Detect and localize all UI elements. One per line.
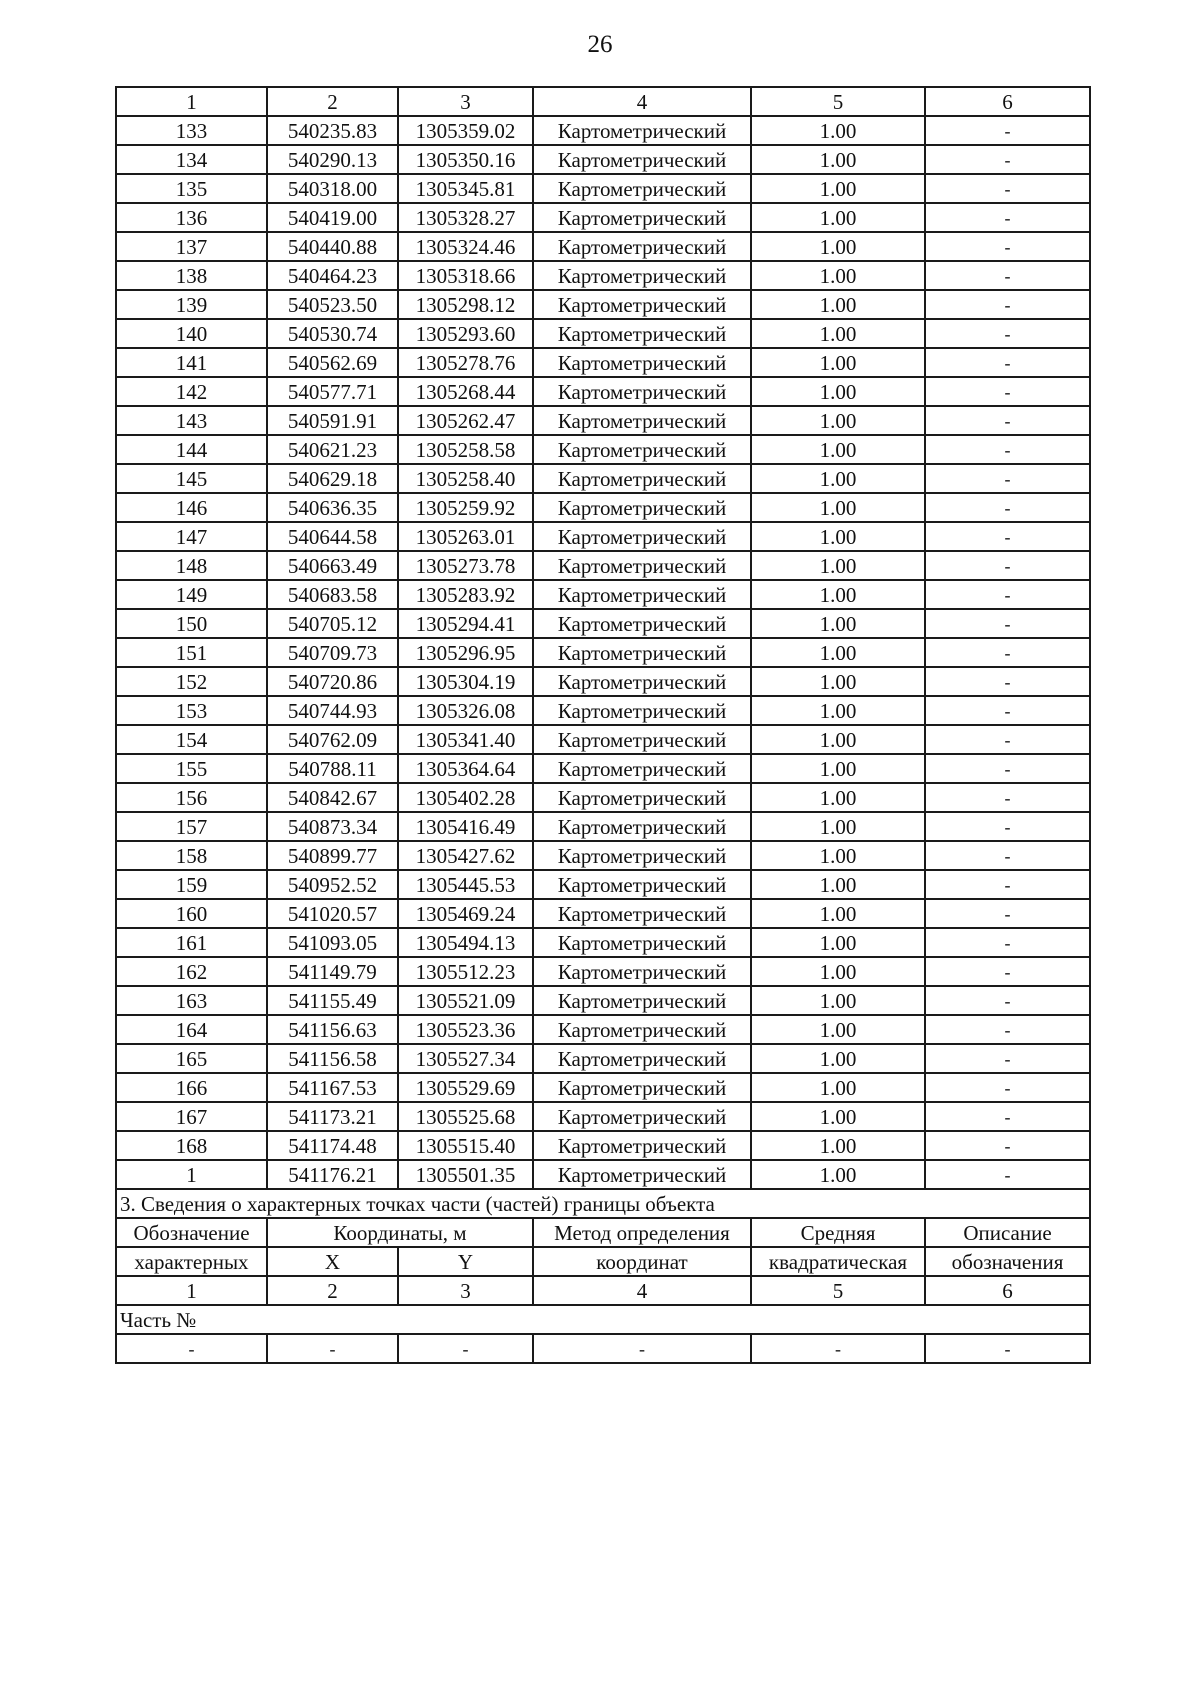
method-cell: Картометрический xyxy=(533,957,751,986)
y-coordinate-cell: 1305318.66 xyxy=(398,261,533,290)
column-number: 1 xyxy=(116,1276,267,1305)
x-coordinate-cell: 540952.52 xyxy=(267,870,398,899)
y-coordinate-cell: 1305529.69 xyxy=(398,1073,533,1102)
empty-cell: - xyxy=(533,1334,751,1363)
method-cell: Картометрический xyxy=(533,116,751,145)
method-cell: Картометрический xyxy=(533,232,751,261)
y-coordinate-cell: 1305294.41 xyxy=(398,609,533,638)
x-coordinate-cell: 540663.49 xyxy=(267,551,398,580)
y-coordinate-cell: 1305525.68 xyxy=(398,1102,533,1131)
description-cell: - xyxy=(925,870,1090,899)
header-method-line2: координат xyxy=(533,1247,751,1276)
x-coordinate-cell: 540235.83 xyxy=(267,116,398,145)
description-cell: - xyxy=(925,261,1090,290)
description-cell: - xyxy=(925,783,1090,812)
description-cell: - xyxy=(925,1044,1090,1073)
accuracy-cell: 1.00 xyxy=(751,1131,925,1160)
y-coordinate-cell: 1305427.62 xyxy=(398,841,533,870)
description-cell: - xyxy=(925,899,1090,928)
x-coordinate-cell: 540873.34 xyxy=(267,812,398,841)
x-coordinate-cell: 540562.69 xyxy=(267,348,398,377)
accuracy-cell: 1.00 xyxy=(751,957,925,986)
point-number-cell: 162 xyxy=(116,957,267,986)
x-coordinate-cell: 541174.48 xyxy=(267,1131,398,1160)
accuracy-cell: 1.00 xyxy=(751,1044,925,1073)
y-coordinate-cell: 1305364.64 xyxy=(398,754,533,783)
y-coordinate-cell: 1305402.28 xyxy=(398,783,533,812)
table-row xyxy=(116,667,1090,696)
table-row xyxy=(116,1160,1090,1189)
x-coordinate-cell: 540788.11 xyxy=(267,754,398,783)
method-cell: Картометрический xyxy=(533,986,751,1015)
x-coordinate-cell: 540744.93 xyxy=(267,696,398,725)
accuracy-cell: 1.00 xyxy=(751,348,925,377)
point-number-cell: 133 xyxy=(116,116,267,145)
section3-title-row xyxy=(116,1189,1090,1218)
method-cell: Картометрический xyxy=(533,551,751,580)
method-cell: Картометрический xyxy=(533,319,751,348)
method-cell: Картометрический xyxy=(533,1073,751,1102)
method-cell: Картометрический xyxy=(533,377,751,406)
description-cell: - xyxy=(925,348,1090,377)
y-coordinate-cell: 1305324.46 xyxy=(398,232,533,261)
y-coordinate-cell: 1305515.40 xyxy=(398,1131,533,1160)
description-cell: - xyxy=(925,1131,1090,1160)
y-coordinate-cell: 1305263.01 xyxy=(398,522,533,551)
x-coordinate-cell: 540842.67 xyxy=(267,783,398,812)
method-cell: Картометрический xyxy=(533,783,751,812)
accuracy-cell: 1.00 xyxy=(751,638,925,667)
method-cell: Картометрический xyxy=(533,928,751,957)
method-cell: Картометрический xyxy=(533,580,751,609)
table-row xyxy=(116,957,1090,986)
accuracy-cell: 1.00 xyxy=(751,290,925,319)
accuracy-cell: 1.00 xyxy=(751,580,925,609)
column-number: 5 xyxy=(751,87,925,116)
method-cell: Картометрический xyxy=(533,725,751,754)
x-coordinate-cell: 540636.35 xyxy=(267,493,398,522)
header-desc-line2: обозначения xyxy=(925,1247,1090,1276)
method-cell: Картометрический xyxy=(533,841,751,870)
point-number-cell: 167 xyxy=(116,1102,267,1131)
y-coordinate-cell: 1305512.23 xyxy=(398,957,533,986)
table-row xyxy=(116,319,1090,348)
column-number: 4 xyxy=(533,87,751,116)
method-cell: Картометрический xyxy=(533,464,751,493)
table-row xyxy=(116,435,1090,464)
y-coordinate-cell: 1305521.09 xyxy=(398,986,533,1015)
point-number-cell: 136 xyxy=(116,203,267,232)
table-row xyxy=(116,986,1090,1015)
table-row xyxy=(116,1015,1090,1044)
point-number-cell: 156 xyxy=(116,783,267,812)
point-number-cell: 141 xyxy=(116,348,267,377)
method-cell: Картометрический xyxy=(533,609,751,638)
accuracy-cell: 1.00 xyxy=(751,435,925,464)
table-row xyxy=(116,580,1090,609)
point-number-cell: 158 xyxy=(116,841,267,870)
description-cell: - xyxy=(925,493,1090,522)
x-coordinate-cell: 540644.58 xyxy=(267,522,398,551)
accuracy-cell: 1.00 xyxy=(751,928,925,957)
point-number-cell: 1 xyxy=(116,1160,267,1189)
accuracy-cell: 1.00 xyxy=(751,232,925,261)
accuracy-cell: 1.00 xyxy=(751,406,925,435)
header-y: Y xyxy=(398,1247,533,1276)
method-cell: Картометрический xyxy=(533,1044,751,1073)
point-number-cell: 160 xyxy=(116,899,267,928)
table-row xyxy=(116,261,1090,290)
accuracy-cell: 1.00 xyxy=(751,725,925,754)
point-number-cell: 151 xyxy=(116,638,267,667)
method-cell: Картометрический xyxy=(533,1160,751,1189)
point-number-cell: 157 xyxy=(116,812,267,841)
header-designation-line2: характерных xyxy=(116,1247,267,1276)
description-cell: - xyxy=(925,1073,1090,1102)
table-row xyxy=(116,754,1090,783)
x-coordinate-cell: 540683.58 xyxy=(267,580,398,609)
accuracy-cell: 1.00 xyxy=(751,551,925,580)
point-number-cell: 135 xyxy=(116,174,267,203)
accuracy-cell: 1.00 xyxy=(751,899,925,928)
section3-header-row-2 xyxy=(116,1247,1090,1276)
y-coordinate-cell: 1305527.34 xyxy=(398,1044,533,1073)
table-row xyxy=(116,116,1090,145)
method-cell: Картометрический xyxy=(533,1015,751,1044)
table-row xyxy=(116,696,1090,725)
accuracy-cell: 1.00 xyxy=(751,464,925,493)
accuracy-cell: 1.00 xyxy=(751,667,925,696)
header-coords: Координаты, м xyxy=(267,1218,533,1247)
point-number-cell: 165 xyxy=(116,1044,267,1073)
empty-cell: - xyxy=(925,1334,1090,1363)
method-cell: Картометрический xyxy=(533,638,751,667)
method-cell: Картометрический xyxy=(533,870,751,899)
method-cell: Картометрический xyxy=(533,435,751,464)
y-coordinate-cell: 1305273.78 xyxy=(398,551,533,580)
accuracy-cell: 1.00 xyxy=(751,696,925,725)
y-coordinate-cell: 1305258.58 xyxy=(398,435,533,464)
point-number-cell: 140 xyxy=(116,319,267,348)
y-coordinate-cell: 1305298.12 xyxy=(398,290,533,319)
point-number-cell: 145 xyxy=(116,464,267,493)
point-number-cell: 168 xyxy=(116,1131,267,1160)
point-number-cell: 164 xyxy=(116,1015,267,1044)
x-coordinate-cell: 541149.79 xyxy=(267,957,398,986)
accuracy-cell: 1.00 xyxy=(751,377,925,406)
accuracy-cell: 1.00 xyxy=(751,174,925,203)
description-cell: - xyxy=(925,145,1090,174)
description-cell: - xyxy=(925,725,1090,754)
x-coordinate-cell: 541173.21 xyxy=(267,1102,398,1131)
table-row xyxy=(116,145,1090,174)
method-cell: Картометрический xyxy=(533,145,751,174)
y-coordinate-cell: 1305278.76 xyxy=(398,348,533,377)
table-row xyxy=(116,783,1090,812)
point-number-cell: 152 xyxy=(116,667,267,696)
x-coordinate-cell: 540762.09 xyxy=(267,725,398,754)
point-number-cell: 134 xyxy=(116,145,267,174)
table-row xyxy=(116,638,1090,667)
accuracy-cell: 1.00 xyxy=(751,493,925,522)
y-coordinate-cell: 1305283.92 xyxy=(398,580,533,609)
table-row xyxy=(116,377,1090,406)
x-coordinate-cell: 541156.63 xyxy=(267,1015,398,1044)
coordinates-table xyxy=(115,86,1091,1364)
description-cell: - xyxy=(925,174,1090,203)
x-coordinate-cell: 540419.00 xyxy=(267,203,398,232)
table-row xyxy=(116,725,1090,754)
column-number: 3 xyxy=(398,87,533,116)
x-coordinate-cell: 540464.23 xyxy=(267,261,398,290)
description-cell: - xyxy=(925,377,1090,406)
accuracy-cell: 1.00 xyxy=(751,319,925,348)
description-cell: - xyxy=(925,754,1090,783)
x-coordinate-cell: 540720.86 xyxy=(267,667,398,696)
accuracy-cell: 1.00 xyxy=(751,783,925,812)
y-coordinate-cell: 1305326.08 xyxy=(398,696,533,725)
method-cell: Картометрический xyxy=(533,754,751,783)
point-number-cell: 166 xyxy=(116,1073,267,1102)
table-row xyxy=(116,232,1090,261)
y-coordinate-cell: 1305258.40 xyxy=(398,464,533,493)
x-coordinate-cell: 540577.71 xyxy=(267,377,398,406)
method-cell: Картометрический xyxy=(533,203,751,232)
description-cell: - xyxy=(925,928,1090,957)
description-cell: - xyxy=(925,116,1090,145)
accuracy-cell: 1.00 xyxy=(751,986,925,1015)
x-coordinate-cell: 540629.18 xyxy=(267,464,398,493)
x-coordinate-cell: 540705.12 xyxy=(267,609,398,638)
accuracy-cell: 1.00 xyxy=(751,261,925,290)
method-cell: Картометрический xyxy=(533,812,751,841)
x-coordinate-cell: 540899.77 xyxy=(267,841,398,870)
x-coordinate-cell: 540290.13 xyxy=(267,145,398,174)
accuracy-cell: 1.00 xyxy=(751,1073,925,1102)
y-coordinate-cell: 1305501.35 xyxy=(398,1160,533,1189)
description-cell: - xyxy=(925,580,1090,609)
table-row xyxy=(116,464,1090,493)
description-cell: - xyxy=(925,203,1090,232)
empty-part-row xyxy=(116,1334,1090,1363)
method-cell: Картометрический xyxy=(533,1102,751,1131)
y-coordinate-cell: 1305341.40 xyxy=(398,725,533,754)
x-coordinate-cell: 540621.23 xyxy=(267,435,398,464)
y-coordinate-cell: 1305359.02 xyxy=(398,116,533,145)
description-cell: - xyxy=(925,1015,1090,1044)
table-row xyxy=(116,899,1090,928)
accuracy-cell: 1.00 xyxy=(751,116,925,145)
description-cell: - xyxy=(925,522,1090,551)
column-number: 2 xyxy=(267,87,398,116)
description-cell: - xyxy=(925,957,1090,986)
method-cell: Картометрический xyxy=(533,667,751,696)
empty-cell: - xyxy=(267,1334,398,1363)
y-coordinate-cell: 1305268.44 xyxy=(398,377,533,406)
accuracy-cell: 1.00 xyxy=(751,609,925,638)
column-number: 1 xyxy=(116,87,267,116)
description-cell: - xyxy=(925,406,1090,435)
accuracy-cell: 1.00 xyxy=(751,1160,925,1189)
table-row xyxy=(116,551,1090,580)
y-coordinate-cell: 1305345.81 xyxy=(398,174,533,203)
point-number-cell: 155 xyxy=(116,754,267,783)
point-number-cell: 139 xyxy=(116,290,267,319)
y-coordinate-cell: 1305296.95 xyxy=(398,638,533,667)
method-cell: Картометрический xyxy=(533,348,751,377)
method-cell: Картометрический xyxy=(533,899,751,928)
method-cell: Картометрический xyxy=(533,1131,751,1160)
accuracy-cell: 1.00 xyxy=(751,870,925,899)
point-number-cell: 144 xyxy=(116,435,267,464)
table-row xyxy=(116,1073,1090,1102)
x-coordinate-cell: 541093.05 xyxy=(267,928,398,957)
point-number-cell: 159 xyxy=(116,870,267,899)
description-cell: - xyxy=(925,232,1090,261)
x-coordinate-cell: 540440.88 xyxy=(267,232,398,261)
column-number: 2 xyxy=(267,1276,398,1305)
description-cell: - xyxy=(925,435,1090,464)
y-coordinate-cell: 1305523.36 xyxy=(398,1015,533,1044)
table-row xyxy=(116,290,1090,319)
table-row xyxy=(116,1102,1090,1131)
part-label-row xyxy=(116,1305,1090,1334)
point-number-cell: 163 xyxy=(116,986,267,1015)
x-coordinate-cell: 540318.00 xyxy=(267,174,398,203)
description-cell: - xyxy=(925,841,1090,870)
column-number-row xyxy=(116,87,1090,116)
y-coordinate-cell: 1305416.49 xyxy=(398,812,533,841)
table-row xyxy=(116,1131,1090,1160)
table-row xyxy=(116,609,1090,638)
x-coordinate-cell: 540523.50 xyxy=(267,290,398,319)
description-cell: - xyxy=(925,551,1090,580)
y-coordinate-cell: 1305469.24 xyxy=(398,899,533,928)
method-cell: Картометрический xyxy=(533,406,751,435)
accuracy-cell: 1.00 xyxy=(751,145,925,174)
method-cell: Картометрический xyxy=(533,290,751,319)
table-row xyxy=(116,928,1090,957)
table-row xyxy=(116,174,1090,203)
table-row xyxy=(116,870,1090,899)
point-number-cell: 149 xyxy=(116,580,267,609)
point-number-cell: 143 xyxy=(116,406,267,435)
description-cell: - xyxy=(925,812,1090,841)
header-x: X xyxy=(267,1247,398,1276)
point-number-cell: 147 xyxy=(116,522,267,551)
part-label: Часть № xyxy=(116,1305,1090,1334)
column-number: 3 xyxy=(398,1276,533,1305)
description-cell: - xyxy=(925,609,1090,638)
x-coordinate-cell: 541020.57 xyxy=(267,899,398,928)
accuracy-cell: 1.00 xyxy=(751,1015,925,1044)
x-coordinate-cell: 541167.53 xyxy=(267,1073,398,1102)
empty-cell: - xyxy=(751,1334,925,1363)
description-cell: - xyxy=(925,986,1090,1015)
x-coordinate-cell: 540530.74 xyxy=(267,319,398,348)
point-number-cell: 137 xyxy=(116,232,267,261)
x-coordinate-cell: 540591.91 xyxy=(267,406,398,435)
table-row xyxy=(116,348,1090,377)
description-cell: - xyxy=(925,1102,1090,1131)
table-row xyxy=(116,812,1090,841)
accuracy-cell: 1.00 xyxy=(751,841,925,870)
table-row xyxy=(116,522,1090,551)
method-cell: Картометрический xyxy=(533,174,751,203)
accuracy-cell: 1.00 xyxy=(751,522,925,551)
column-number: 6 xyxy=(925,87,1090,116)
accuracy-cell: 1.00 xyxy=(751,754,925,783)
table-row xyxy=(116,406,1090,435)
x-coordinate-cell: 540709.73 xyxy=(267,638,398,667)
description-cell: - xyxy=(925,464,1090,493)
y-coordinate-cell: 1305262.47 xyxy=(398,406,533,435)
method-cell: Картометрический xyxy=(533,522,751,551)
accuracy-cell: 1.00 xyxy=(751,203,925,232)
point-number-cell: 150 xyxy=(116,609,267,638)
y-coordinate-cell: 1305293.60 xyxy=(398,319,533,348)
description-cell: - xyxy=(925,1160,1090,1189)
x-coordinate-cell: 541156.58 xyxy=(267,1044,398,1073)
description-cell: - xyxy=(925,638,1090,667)
method-cell: Картометрический xyxy=(533,261,751,290)
x-coordinate-cell: 541176.21 xyxy=(267,1160,398,1189)
empty-cell: - xyxy=(116,1334,267,1363)
description-cell: - xyxy=(925,290,1090,319)
method-cell: Картометрический xyxy=(533,493,751,522)
header-desc-line1: Описание xyxy=(925,1218,1090,1247)
y-coordinate-cell: 1305304.19 xyxy=(398,667,533,696)
accuracy-cell: 1.00 xyxy=(751,812,925,841)
header-accuracy-line2: квадратическая xyxy=(751,1247,925,1276)
section3-header-row-1 xyxy=(116,1218,1090,1247)
accuracy-cell: 1.00 xyxy=(751,1102,925,1131)
y-coordinate-cell: 1305328.27 xyxy=(398,203,533,232)
table-row xyxy=(116,203,1090,232)
point-number-cell: 142 xyxy=(116,377,267,406)
method-cell: Картометрический xyxy=(533,696,751,725)
column-number: 6 xyxy=(925,1276,1090,1305)
y-coordinate-cell: 1305350.16 xyxy=(398,145,533,174)
header-designation-line1: Обозначение xyxy=(116,1218,267,1247)
point-number-cell: 148 xyxy=(116,551,267,580)
table-row xyxy=(116,1044,1090,1073)
table-row xyxy=(116,493,1090,522)
empty-cell: - xyxy=(398,1334,533,1363)
description-cell: - xyxy=(925,667,1090,696)
point-number-cell: 153 xyxy=(116,696,267,725)
column-number: 5 xyxy=(751,1276,925,1305)
header-method-line1: Метод определения xyxy=(533,1218,751,1247)
y-coordinate-cell: 1305445.53 xyxy=(398,870,533,899)
point-number-cell: 138 xyxy=(116,261,267,290)
header-accuracy-line1: Средняя xyxy=(751,1218,925,1247)
section3-title: 3. Сведения о характерных точках части (частей) границы объекта xyxy=(116,1189,1090,1218)
point-number-cell: 161 xyxy=(116,928,267,957)
y-coordinate-cell: 1305494.13 xyxy=(398,928,533,957)
column-number: 4 xyxy=(533,1276,751,1305)
point-number-cell: 146 xyxy=(116,493,267,522)
section3-column-number-row xyxy=(116,1276,1090,1305)
point-number-cell: 154 xyxy=(116,725,267,754)
description-cell: - xyxy=(925,696,1090,725)
y-coordinate-cell: 1305259.92 xyxy=(398,493,533,522)
page-number: 26 xyxy=(587,31,613,58)
x-coordinate-cell: 541155.49 xyxy=(267,986,398,1015)
table-row xyxy=(116,841,1090,870)
description-cell: - xyxy=(925,319,1090,348)
